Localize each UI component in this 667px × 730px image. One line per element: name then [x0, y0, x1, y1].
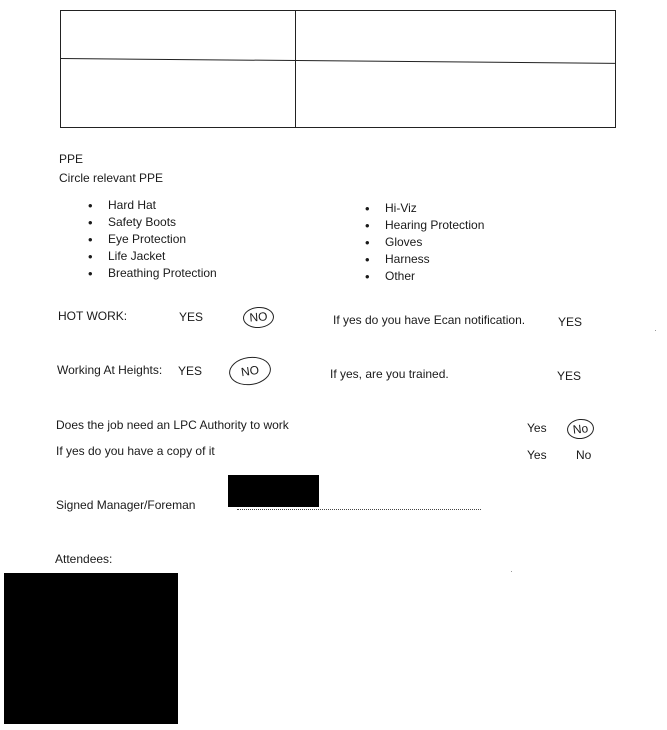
table-column-divider	[295, 11, 296, 127]
ppe-heading: PPE	[59, 152, 84, 166]
ppe-item-life-jacket[interactable]: • Life Jacket	[88, 248, 217, 265]
ppe-list-left	[88, 197, 217, 282]
header-table	[60, 10, 616, 128]
copy-yes[interactable]: Yes	[527, 448, 547, 462]
ppe-item-hearing-protection[interactable]: • Hearing Protection	[365, 217, 484, 234]
ppe-item-hard-hat[interactable]: • Hard Hat	[88, 197, 217, 214]
heights-label: Working At Heights:	[57, 363, 163, 377]
scan-speck	[655, 330, 656, 331]
ppe-item-harness[interactable]: • Harness	[365, 251, 484, 268]
heights-no: NO	[240, 362, 260, 380]
ppe-item-other[interactable]: • Other	[365, 268, 484, 285]
ppe-item-breathing-protection[interactable]: • Breathing Protection	[88, 265, 217, 282]
scan-speck	[511, 571, 512, 572]
attendees-redaction	[4, 573, 178, 724]
ppe-instruction: Circle relevant PPE	[59, 171, 164, 185]
copy-question: If yes do you have a copy of it	[56, 444, 215, 458]
copy-no[interactable]: No	[576, 448, 592, 462]
hot-work-no: NO	[248, 309, 268, 325]
signature-redaction	[228, 475, 319, 507]
lpc-question: Does the job need an LPC Authority to work	[56, 418, 289, 432]
ppe-item-safety-boots[interactable]: • Safety Boots	[88, 214, 217, 231]
heights-followup-yes[interactable]: YES	[557, 369, 582, 383]
ppe-item-eye-protection[interactable]: • Eye Protection	[88, 231, 217, 248]
attendees-label: Attendees:	[55, 552, 113, 566]
signature-line[interactable]	[237, 509, 481, 510]
hot-work-followup-question: If yes do you have Ecan notification.	[333, 313, 526, 327]
hot-work-no-circled[interactable]	[242, 306, 274, 329]
heights-followup-question: If yes, are you trained.	[330, 367, 449, 381]
hot-work-followup-yes[interactable]: YES	[558, 315, 583, 329]
hot-work-yes[interactable]: YES	[179, 310, 204, 324]
heights-no-circled[interactable]	[227, 354, 272, 388]
signature-label: Signed Manager/Foreman	[56, 498, 196, 512]
lpc-no: No	[572, 421, 589, 437]
lpc-yes[interactable]: Yes	[527, 421, 547, 435]
ppe-list-right	[365, 200, 484, 285]
ppe-item-gloves[interactable]: • Gloves	[365, 234, 484, 251]
lpc-no-circled[interactable]	[566, 418, 595, 441]
ppe-item-hi-viz[interactable]: • Hi-Viz	[365, 200, 484, 217]
heights-yes[interactable]: YES	[178, 364, 203, 378]
table-row-divider	[61, 58, 615, 64]
hot-work-label: HOT WORK:	[58, 309, 128, 323]
